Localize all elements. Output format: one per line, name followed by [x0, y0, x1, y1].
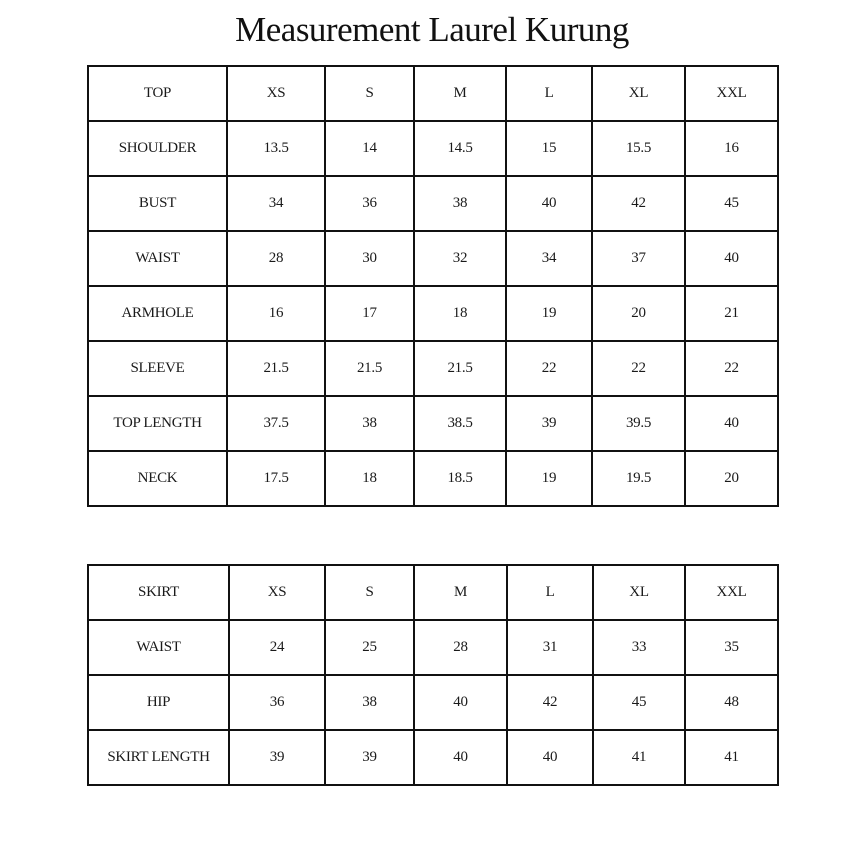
measurement-value: 39: [229, 730, 325, 785]
table-row: [88, 396, 778, 451]
measurement-value: 35: [685, 620, 778, 675]
size-header-cell: L: [506, 66, 592, 121]
measurement-value: 39.5: [592, 396, 685, 451]
measurement-value: 38: [414, 176, 506, 231]
measurement-label: SLEEVE: [88, 341, 227, 396]
size-header-cell: XS: [227, 66, 325, 121]
size-header-cell: XXL: [685, 66, 778, 121]
measurement-value: 17: [325, 286, 414, 341]
measurement-value: 39: [325, 730, 414, 785]
measurement-value: 38: [325, 396, 414, 451]
size-header-cell: S: [325, 66, 414, 121]
measurement-value: 31: [507, 620, 593, 675]
page-title: Measurement Laurel Kurung: [235, 10, 629, 49]
measurement-value: 22: [506, 341, 592, 396]
measurement-label: SKIRT LENGTH: [88, 730, 229, 785]
size-header-cell: XS: [229, 565, 325, 620]
measurement-value: 36: [325, 176, 414, 231]
table-row: [88, 176, 778, 231]
measurement-value: 45: [593, 675, 685, 730]
measurement-value: 21.5: [414, 341, 506, 396]
measurement-value: 19.5: [592, 451, 685, 506]
table-header-row: [88, 565, 778, 620]
measurement-value: 22: [592, 341, 685, 396]
measurement-value: 25: [325, 620, 414, 675]
measurement-value: 40: [506, 176, 592, 231]
measurement-value: 28: [414, 620, 507, 675]
measurement-value: 41: [685, 730, 778, 785]
table-row: [88, 121, 778, 176]
size-header-cell: XL: [592, 66, 685, 121]
size-header-cell: XXL: [685, 565, 778, 620]
measurement-value: 33: [593, 620, 685, 675]
measurement-label: SHOULDER: [88, 121, 227, 176]
measurement-value: 20: [685, 451, 778, 506]
measurement-value: 40: [414, 675, 507, 730]
measurement-value: 21: [685, 286, 778, 341]
top-size-table: [87, 65, 779, 507]
measurement-label: ARMHOLE: [88, 286, 227, 341]
table-row: [88, 451, 778, 506]
measurement-value: 21.5: [325, 341, 414, 396]
table-section-label: TOP: [88, 66, 227, 121]
measurement-label: WAIST: [88, 231, 227, 286]
measurement-label: NECK: [88, 451, 227, 506]
measurement-value: 30: [325, 231, 414, 286]
measurement-value: 40: [685, 396, 778, 451]
measurement-value: 34: [227, 176, 325, 231]
measurement-value: 14.5: [414, 121, 506, 176]
measurement-label: HIP: [88, 675, 229, 730]
measurement-label: WAIST: [88, 620, 229, 675]
measurement-value: 18: [414, 286, 506, 341]
measurement-value: 15: [506, 121, 592, 176]
measurement-value: 41: [593, 730, 685, 785]
table-row: [88, 341, 778, 396]
size-header-cell: L: [507, 565, 593, 620]
table-section-label: SKIRT: [88, 565, 229, 620]
measurement-value: 16: [685, 121, 778, 176]
measurement-label: TOP LENGTH: [88, 396, 227, 451]
measurement-value: 42: [592, 176, 685, 231]
measurement-value: 38.5: [414, 396, 506, 451]
table-row: [88, 675, 778, 730]
measurement-value: 14: [325, 121, 414, 176]
measurement-value: 19: [506, 286, 592, 341]
measurement-label: BUST: [88, 176, 227, 231]
size-header-cell: M: [414, 565, 507, 620]
measurement-value: 42: [507, 675, 593, 730]
measurement-value: 39: [506, 396, 592, 451]
measurement-value: 40: [507, 730, 593, 785]
measurement-value: 34: [506, 231, 592, 286]
table-header-row: [88, 66, 778, 121]
measurement-value: 19: [506, 451, 592, 506]
table-row: [88, 730, 778, 785]
measurement-value: 24: [229, 620, 325, 675]
size-header-cell: M: [414, 66, 506, 121]
measurement-value: 40: [685, 231, 778, 286]
measurement-value: 17.5: [227, 451, 325, 506]
measurement-value: 40: [414, 730, 507, 785]
measurement-value: 38: [325, 675, 414, 730]
measurement-value: 18.5: [414, 451, 506, 506]
measurement-value: 18: [325, 451, 414, 506]
measurement-value: 22: [685, 341, 778, 396]
measurement-value: 16: [227, 286, 325, 341]
measurement-value: 13.5: [227, 121, 325, 176]
measurement-value: 20: [592, 286, 685, 341]
measurement-value: 15.5: [592, 121, 685, 176]
size-header-cell: S: [325, 565, 414, 620]
measurement-value: 45: [685, 176, 778, 231]
measurement-value: 37.5: [227, 396, 325, 451]
skirt-size-table: [87, 564, 779, 786]
table-row: [88, 620, 778, 675]
measurement-value: 28: [227, 231, 325, 286]
measurement-value: 21.5: [227, 341, 325, 396]
measurement-value: 37: [592, 231, 685, 286]
measurement-value: 32: [414, 231, 506, 286]
measurement-value: 48: [685, 675, 778, 730]
size-header-cell: XL: [593, 565, 685, 620]
table-row: [88, 286, 778, 341]
measurement-value: 36: [229, 675, 325, 730]
table-row: [88, 231, 778, 286]
